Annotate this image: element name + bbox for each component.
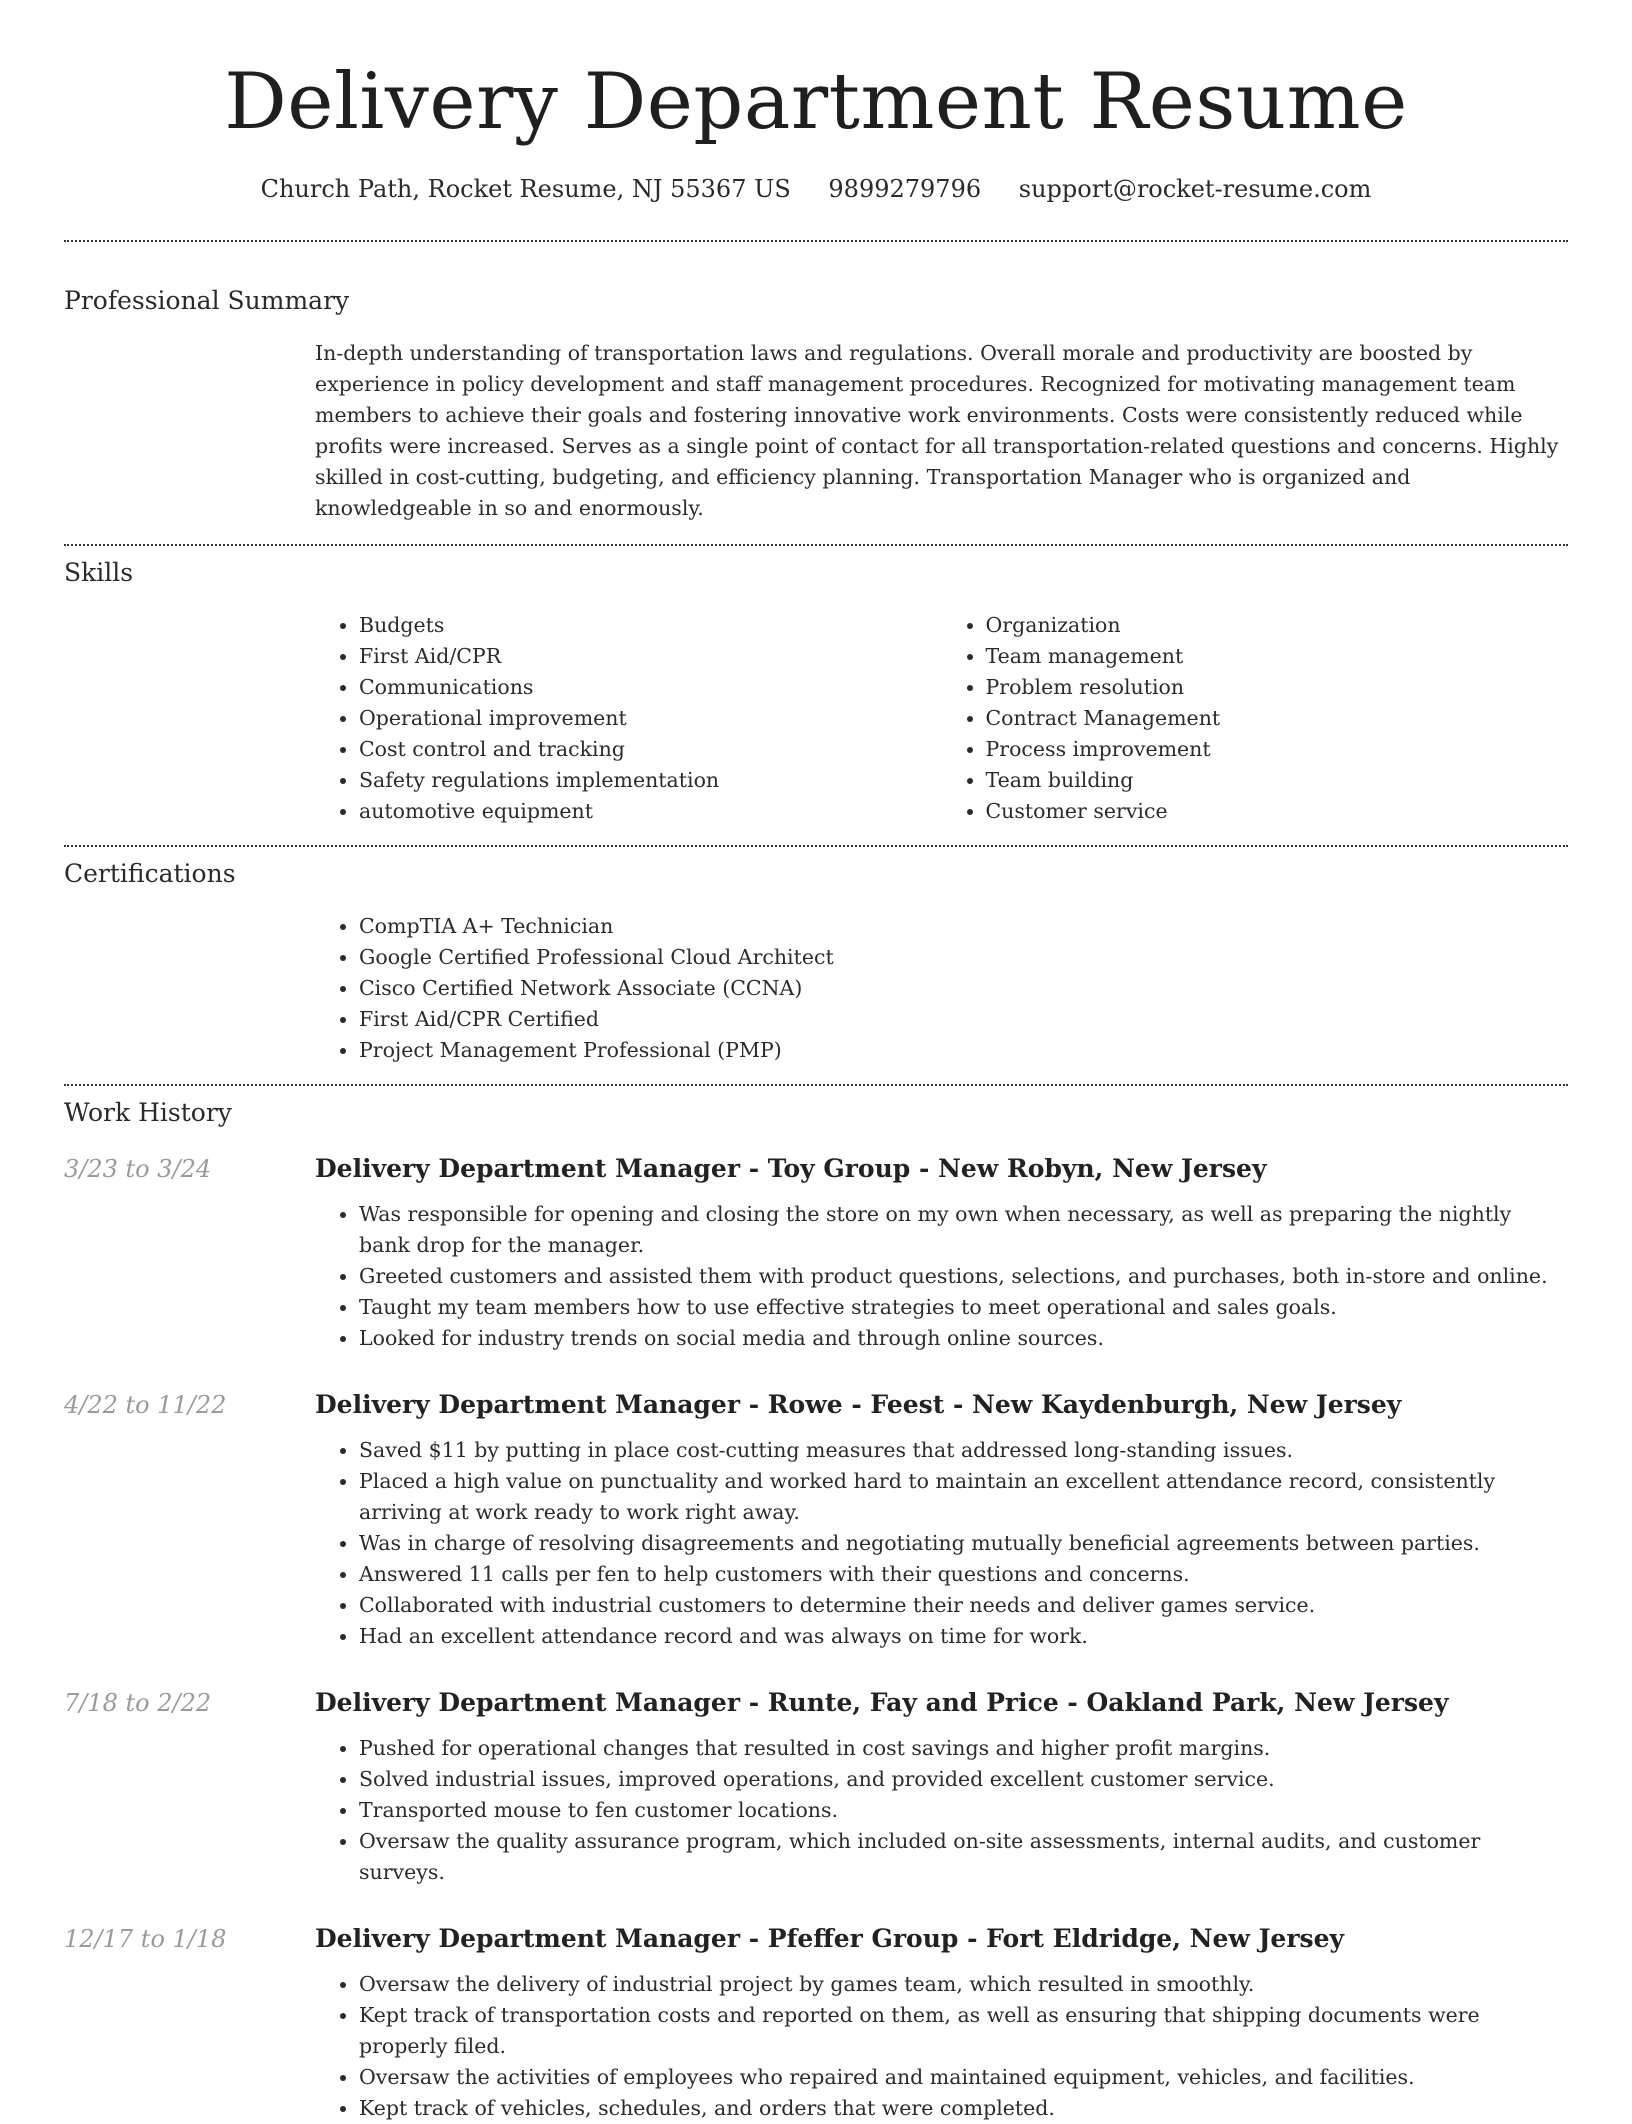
job-bullet: • Oversaw the delivery of industrial project by games team, which resulted in smoothly. (359, 1969, 1568, 2000)
skills-list-right (942, 610, 1569, 827)
skills-grid (315, 610, 1568, 827)
job-bullet: • Greeted customers and assisted them with product questions, selections, and purchases, both in-store and online. (359, 1261, 1568, 1292)
job-bullets (315, 1969, 1568, 2124)
contact-address: Church Path, Rocket Resume, NJ 55367 US (260, 175, 791, 203)
certifications-heading: Certifications (64, 859, 236, 888)
skill-item: • Safety regulations implementation (359, 765, 942, 796)
job-bullet: • Looked for industry trends on social media and through online sources. (359, 1323, 1568, 1354)
job-bullet: • Collaborated with industrial customers to determine their needs and deliver games service. (359, 1590, 1568, 1621)
section-divider (64, 544, 1568, 546)
job-bullet: • Was in charge of resolving disagreements and negotiating mutually beneficial agreements between parties. (359, 1528, 1568, 1559)
job-bullet: • Taught my team members how to use effective strategies to meet operational and sales goals. (359, 1292, 1568, 1323)
job-bullets (315, 1435, 1568, 1652)
job-date: 4/22 to 11/22 (64, 1391, 227, 1419)
summary-heading: Professional Summary (64, 286, 350, 315)
skill-item: • Contract Management (986, 703, 1569, 734)
job-bullet: • Oversaw the quality assurance program, which included on-site assessments, internal audits, and customer surveys. (359, 1826, 1568, 1888)
summary-section (64, 284, 1568, 524)
job-date: 7/18 to 2/22 (64, 1689, 212, 1717)
job-title: Delivery Department Manager - Runte, Fay and Price - Oakland Park, New Jersey (315, 1688, 1449, 1717)
job-body (315, 1686, 1568, 1888)
job-bullet: • Kept track of transportation costs and reported on them, as well as ensuring that shipping documents were properly filed. (359, 2000, 1568, 2062)
skill-item: • First Aid/CPR (359, 641, 942, 672)
skill-item: • Team building (986, 765, 1569, 796)
section-divider (64, 240, 1568, 242)
resume-title: Delivery Department Resume (224, 57, 1408, 147)
job-entry (64, 1922, 1568, 2124)
job-date: 12/17 to 1/18 (64, 1925, 227, 1953)
section-divider (64, 845, 1568, 847)
skill-item: • Customer service (986, 796, 1569, 827)
section-divider (64, 1084, 1568, 1086)
skill-item: • Communications (359, 672, 942, 703)
skills-heading: Skills (64, 558, 134, 587)
work-history-section (64, 1096, 1568, 2124)
work-history-heading: Work History (64, 1098, 232, 1127)
job-bullets (315, 1733, 1568, 1888)
certification-item: • Project Management Professional (PMP) (359, 1035, 1568, 1066)
job-bullet: • Placed a high value on punctuality and worked hard to maintain an excellent attendance record, consistently arriving at work ready to work right away. (359, 1466, 1568, 1528)
skills-section (64, 556, 1568, 827)
job-title: Delivery Department Manager - Pfeffer Group - Fort Eldridge, New Jersey (315, 1924, 1345, 1953)
job-body (315, 1922, 1568, 2124)
job-bullet: • Was responsible for opening and closing the store on my own when necessary, as well as preparing the nightly bank drop for the manager. (359, 1199, 1568, 1261)
job-bullet: • Oversaw the activities of employees who repaired and maintained equipment, vehicles, and facilities. (359, 2062, 1568, 2093)
summary-content (315, 338, 1568, 524)
certification-item: • Cisco Certified Network Associate (CCNA) (359, 973, 1568, 1004)
skill-item: • Problem resolution (986, 672, 1569, 703)
certifications-list (315, 911, 1568, 1066)
job-body (315, 1388, 1568, 1652)
skill-item: • Organization (986, 610, 1569, 641)
skill-item: • Cost control and tracking (359, 734, 942, 765)
skills-list-left (315, 610, 942, 827)
job-body (315, 1152, 1568, 1354)
certifications-section (64, 857, 1568, 1066)
skill-item: • Operational improvement (359, 703, 942, 734)
contact-email: support@rocket-resume.com (1018, 175, 1372, 203)
skill-item: • Team management (986, 641, 1569, 672)
contact-line (64, 172, 1568, 206)
certifications-content (315, 911, 1568, 1066)
skill-item: • Budgets (359, 610, 942, 641)
job-title: Delivery Department Manager - Toy Group - New Robyn, New Jersey (315, 1154, 1267, 1183)
job-title: Delivery Department Manager - Rowe - Feest - New Kaydenburgh, New Jersey (315, 1390, 1402, 1419)
skill-item: • Process improvement (986, 734, 1569, 765)
certification-item: • First Aid/CPR Certified (359, 1004, 1568, 1035)
job-entry (64, 1152, 1568, 1354)
job-bullets (315, 1199, 1568, 1354)
skill-item: • automotive equipment (359, 796, 942, 827)
job-bullet: • Answered 11 calls per fen to help customers with their questions and concerns. (359, 1559, 1568, 1590)
job-bullet: • Kept track of vehicles, schedules, and orders that were completed. (359, 2093, 1568, 2124)
job-entry (64, 1686, 1568, 1888)
summary-text: In-depth understanding of transportation laws and regulations. Overall morale and productivity are boosted by experience in policy development and staff management procedures. Recognized for motivating management team members to achieve their goals and fostering innovative work environments. Costs were consistently reduced while profits were increased. Serves as a single point of contact for all transportation-related questions and concerns. Highly skilled in cost-cutting, budgeting, and efficiency planning. Transportation Manager who is organized and knowledgeable in so and enormously. (315, 341, 1559, 520)
job-bullet: • Solved industrial issues, improved operations, and provided excellent customer service. (359, 1764, 1568, 1795)
certification-item: • CompTIA A+ Technician (359, 911, 1568, 942)
job-bullet: • Saved $11 by putting in place cost-cutting measures that addressed long-standing issues. (359, 1435, 1568, 1466)
job-date: 3/23 to 3/24 (64, 1155, 212, 1183)
contact-phone: 9899279796 (828, 175, 982, 203)
job-bullet: • Transported mouse to fen customer locations. (359, 1795, 1568, 1826)
job-entry (64, 1388, 1568, 1652)
certification-item: • Google Certified Professional Cloud Architect (359, 942, 1568, 973)
job-bullet: • Pushed for operational changes that resulted in cost savings and higher profit margins. (359, 1733, 1568, 1764)
job-bullet: • Had an excellent attendance record and was always on time for work. (359, 1621, 1568, 1652)
